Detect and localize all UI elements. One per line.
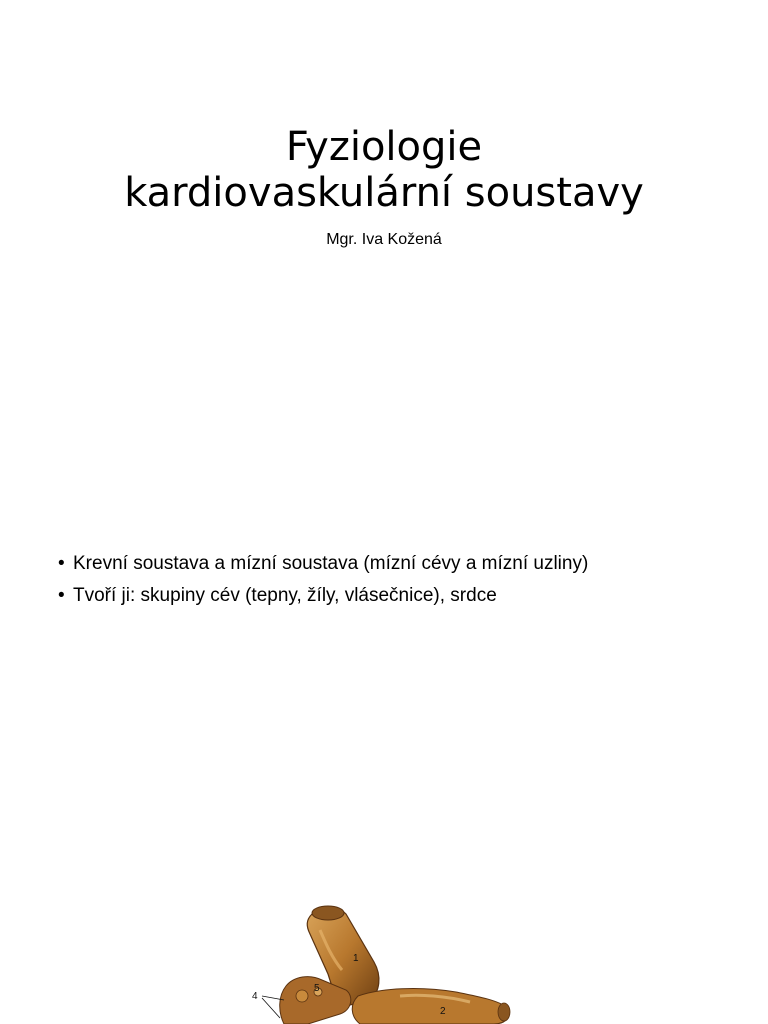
- vessel-right-branch: [352, 989, 509, 1024]
- bullet-text: Krevní soustava a mízní soustava (mízní cévy a mízní uzliny): [73, 553, 589, 574]
- slide-subtitle: Mgr. Iva Kožená: [326, 231, 442, 248]
- title-line-1: Fyziologie: [285, 124, 483, 170]
- bullet-marker: •: [58, 585, 65, 606]
- figure-label-2: 2: [440, 1006, 446, 1017]
- figure-label-4: 4: [252, 991, 258, 1002]
- figure-label-1: 1: [353, 953, 359, 964]
- heart-vessel-specimen-image: [250, 900, 520, 1024]
- slide-title: [0, 124, 768, 216]
- bullet-list: [58, 548, 748, 612]
- bullet-item: [58, 548, 748, 580]
- specimen-drawing: [250, 900, 520, 1024]
- vessel-opening: [312, 906, 344, 920]
- bullet-marker: •: [58, 553, 65, 574]
- title-line-2: kardiovaskulární soustavy: [124, 170, 644, 216]
- figure-label-5: 5: [314, 983, 320, 994]
- bullet-item: [58, 580, 748, 612]
- label-pointer-4b: [262, 998, 280, 1018]
- bullet-text: Tvoří ji: skupiny cév (tepny, žíly, vlásečnice), srdce: [73, 585, 497, 606]
